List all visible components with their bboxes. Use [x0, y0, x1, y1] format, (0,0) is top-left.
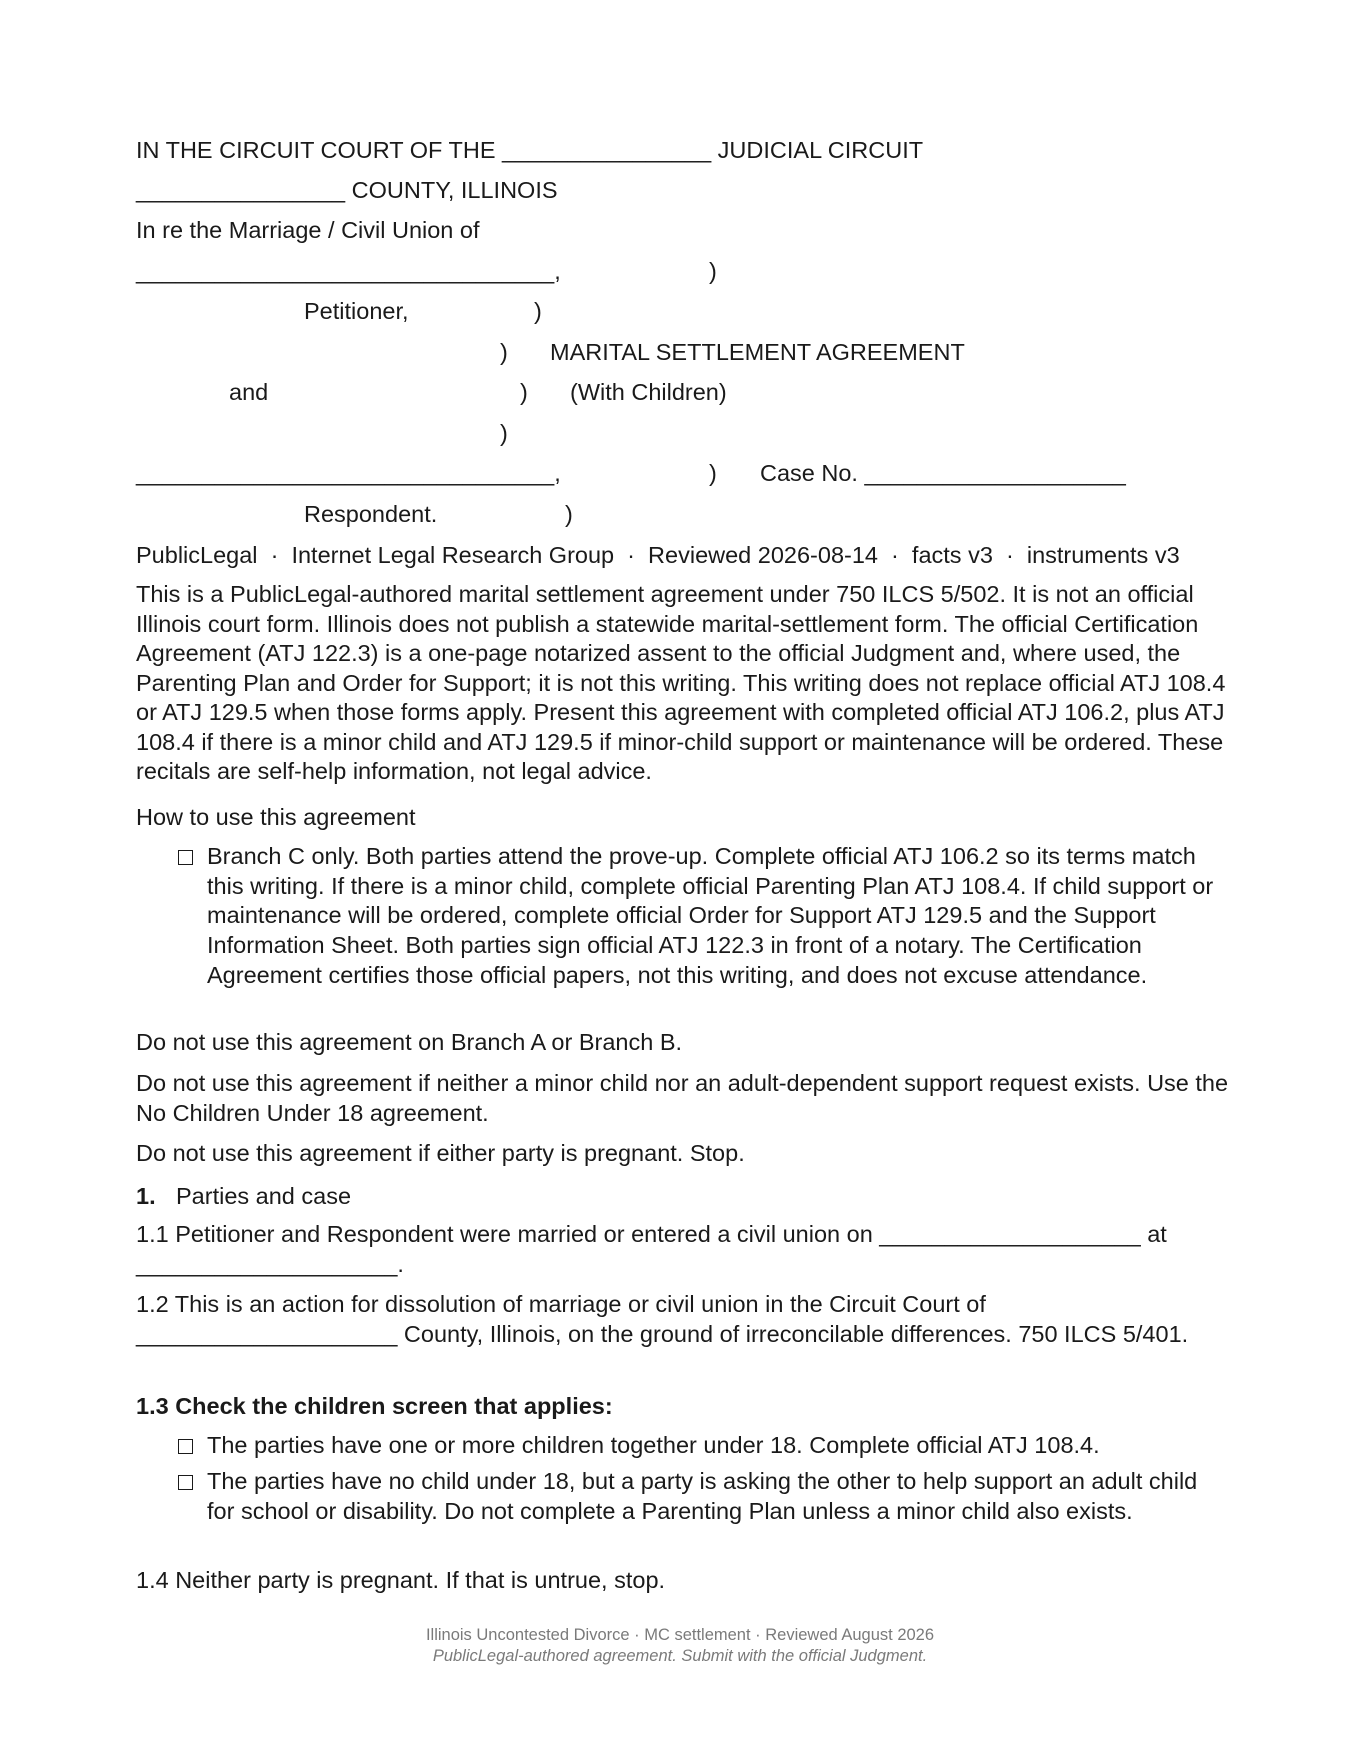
- caption-paren: ): [520, 379, 528, 405]
- minor-child-option: The parties have one or more children together under 18. Complete official ATJ 108.4.: [207, 1432, 1100, 1458]
- court-line: IN THE CIRCUIT COURT OF THE ________________ JUDICIAL CIRCUIT: [136, 137, 924, 163]
- respondent-label: Respondent.: [304, 501, 438, 527]
- document-title: MARITAL SETTLEMENT AGREEMENT: [550, 339, 965, 365]
- footer-line-1: Illinois Uncontested Divorce · MC settlement · Reviewed August 2026: [425, 1626, 935, 1644]
- and-label: and: [229, 379, 269, 405]
- caption-paren: ): [565, 501, 573, 527]
- petitioner-label: Petitioner,: [304, 298, 409, 324]
- meta-line: PublicLegal · Internet Legal Research Group · Reviewed 2026-08-14 · facts v3 · instruments v3: [136, 542, 1180, 568]
- clause-1-1: 1.1 Petitioner and Respondent were married or entered a civil union on ____________________ at ____________________.: [136, 1221, 1167, 1277]
- section-number: 1.: [136, 1183, 156, 1209]
- branch-c-text: Branch C only. Both parties attend the prove-up. Complete official ATJ 106.2 so its terms match this writing. If there is a minor child, complete official Parenting Plan ATJ 108.4. If child support or maintenance will be ordered, complete official Order for Support ATJ 129.5 and the Support Information Sheet. Both parties sign official ATJ 122.3 in front of a notary. The Certification Agreement certifies those official papers, not this writing, and does not excuse attendance.: [207, 843, 1214, 988]
- caption-paren: ): [709, 460, 717, 486]
- case-number: Case No. ____________________: [760, 460, 1126, 486]
- clause-1-2: 1.2 This is an action for dissolution of marriage or civil union in the Circuit Court of ____________________ County, Illinois, on the ground of irreconcilable differences. 750 ILCS 5/401.: [136, 1291, 1189, 1347]
- minor-child-checkbox[interactable]: [178, 1439, 193, 1454]
- caption-paren: ): [500, 420, 508, 446]
- caption-paren: ): [534, 298, 542, 324]
- branch-c-checkbox[interactable]: [178, 850, 193, 865]
- respondent-name-blank: ________________________________,: [136, 460, 561, 486]
- section-title: Parties and case: [176, 1183, 352, 1209]
- no-children-note: Do not use this agreement if neither a minor child nor an adult-dependent support request exists. Use the No Children Under 18 agreement.: [136, 1070, 1229, 1126]
- pregnant-note: Do not use this agreement if either party is pregnant. Stop.: [136, 1140, 745, 1166]
- adult-child-checkbox[interactable]: [178, 1475, 193, 1490]
- how-to-heading: How to use this agreement: [136, 804, 416, 830]
- adult-child-option: The parties have no child under 18, but a party is asking the other to help support an adult child for school or disability. Do not complete a Parenting Plan unless a minor child also exists.: [207, 1468, 1198, 1524]
- county-line: ________________ COUNTY, ILLINOIS: [136, 177, 558, 203]
- footer-line-2: PublicLegal-authored agreement. Submit with the official Judgment.: [432, 1647, 928, 1665]
- intro-paragraph: This is a PublicLegal-authored marital settlement agreement under 750 ILCS 5/502. It is not an official Illinois court form. Illinois does not publish a statewide marital-settlement form. The official Certification Agreement (ATJ 122.3) is a one-page notarized assent to the official Judgment and, where used, the Parenting Plan and Order for Support; it is not this writing. This writing does not replace official ATJ 108.4 or ATJ 129.5 when those forms apply. Present this agreement with completed official ATJ 106.2, plus ATJ 108.4 if there is a minor child and ATJ 129.5 if minor-child support or maintenance will be ordered. These recitals are self-help information, not legal advice.: [136, 581, 1226, 784]
- clause-1-3-heading: 1.3 Check the children screen that applies:: [136, 1393, 613, 1419]
- in-re-line: In re the Marriage / Civil Union of: [136, 217, 480, 243]
- caption-paren: ): [709, 258, 717, 284]
- caption-paren: ): [500, 339, 508, 365]
- clause-1-4: 1.4 Neither party is pregnant. If that is untrue, stop.: [136, 1567, 666, 1593]
- no-branch-ab-note: Do not use this agreement on Branch A or Branch B.: [136, 1029, 683, 1055]
- document-subtitle: (With Children): [570, 379, 727, 405]
- petitioner-name-blank: ________________________________,: [136, 258, 561, 284]
